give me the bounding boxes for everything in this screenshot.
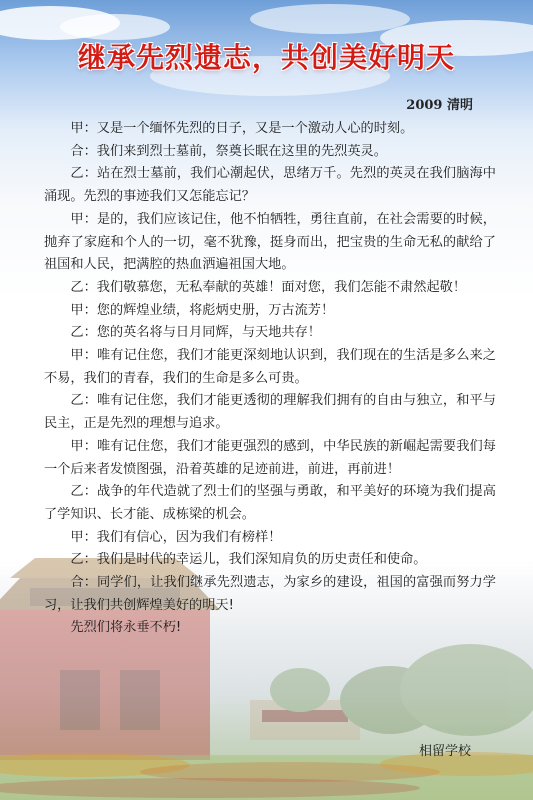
dialogue-paragraph: 甲：又是一个缅怀先烈的日子，又是一个激动人心的时刻。 [70, 121, 414, 136]
dialogue-paragraph: 乙：我们是时代的幸运儿，我们深知肩负的历史责任和使命。 [70, 552, 427, 568]
dialogue-paragraph: 乙：您的英名将与日月同辉，与天地共存！ [70, 325, 321, 341]
dialogue-paragraph: 甲：我们有信心，因为我们有榜样！ [70, 529, 282, 545]
poster-title: 继承先烈遗志，共创美好明天 [77, 41, 455, 74]
dialogue-paragraph: 乙：战争的年代造就了烈士们的坚强与勇敢，和平美好的环境为我们提高了学知识、长才能、成栋梁的机会。 [44, 484, 496, 522]
date-label: 2009 清明 [406, 98, 473, 113]
dialogue-paragraph: 甲：唯有记住您，我们才能更强烈的感到，中华民族的新崛起需要我们每一个后来者发愤图强，沿着英雄的足迹前进，前进，再前进！ [44, 438, 496, 477]
dialogue-paragraph: 合：同学们，让我们继承先烈遗志，为家乡的建设，祖国的富强而努力学习，让我们共创辉煌美好的明天! [44, 575, 496, 613]
dialogue-paragraph: 甲：您的辉煌业绩，将彪炳史册，万古流芳！ [70, 302, 335, 318]
cloud [250, 4, 410, 34]
dialogue-paragraph: 甲：是的，我们应该记住，他不怕牺牲，勇往直前，在社会需要的时候，抛弃了家庭和个人的一切，毫不犹豫，挺身而出，把宝贵的生命无私的献给了祖国和人民，把满腔的热血洒遍祖国大地。 [44, 211, 496, 273]
dialogue-paragraph: 甲：唯有记住您，我们才能更深刻地认识到，我们现在的生活是多么来之不易，我们的青春，我们的生命是多么可贵。 [44, 348, 496, 386]
dialogue-paragraph: 乙：我们敬慕您，无私奉献的英雄！面对您，我们怎能不肃然起敬！ [70, 279, 467, 295]
dialogue-paragraph: 乙：站在烈士墓前，我们心潮起伏，思绪万千。先烈的英灵在我们脑海中涌现。先烈的事迹我们又怎能忘记？ [44, 166, 496, 205]
dialogue-paragraph: 合：我们来到烈士墓前，祭奠长眠在这里的先烈英灵。 [70, 143, 387, 159]
dialogue-paragraph: 乙：唯有记住您，我们才能更透彻的理解我们拥有的自由与独立，和平与民主，正是先烈的理想与追求。 [44, 393, 496, 432]
dialogue-text [44, 118, 496, 640]
closing-line: 先烈们将永垂不朽! [70, 620, 182, 636]
school-signature: 相留学校 [418, 744, 471, 759]
